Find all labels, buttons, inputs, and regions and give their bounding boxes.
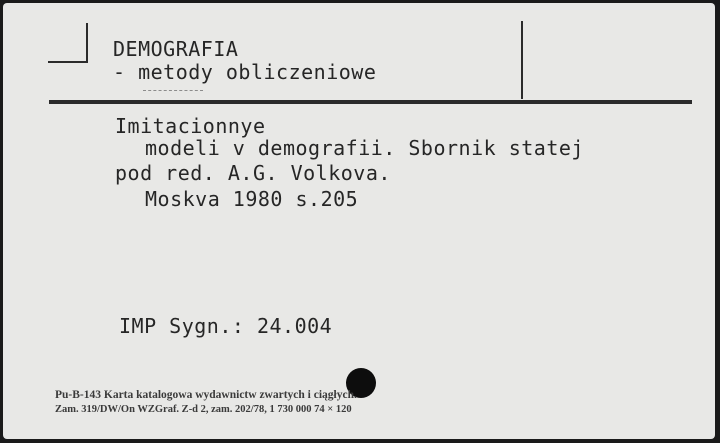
call-number: IMP Sygn.: 24.004	[119, 314, 333, 338]
faint-dashed-line	[143, 90, 203, 91]
heading-divider-vertical	[521, 21, 523, 99]
corner-mark-vertical	[86, 23, 88, 63]
subject-heading: DEMOGRAFIA	[113, 37, 239, 61]
footer-line-1: Pu-B-143 Karta katalogowa wydawnictw zwartych i ciągłych.	[55, 389, 357, 401]
corner-mark-horizontal	[48, 61, 88, 63]
body-line-4: Moskva 1980 s.205	[145, 187, 359, 211]
body-line-2: modeli v demografii. Sbornik statej	[145, 136, 584, 160]
body-line-3: pod red. A.G. Volkova.	[115, 161, 391, 185]
footer-line-2: Zam. 319/DW/On WZGraf. Z-d 2, zam. 202/78, 1 730 000 74 × 120	[55, 404, 352, 415]
catalog-card	[3, 3, 715, 439]
subject-subheading: - metody obliczeniowe	[113, 60, 377, 84]
body-line-1: Imitacionnye	[115, 114, 266, 138]
heading-rule	[49, 100, 692, 104]
